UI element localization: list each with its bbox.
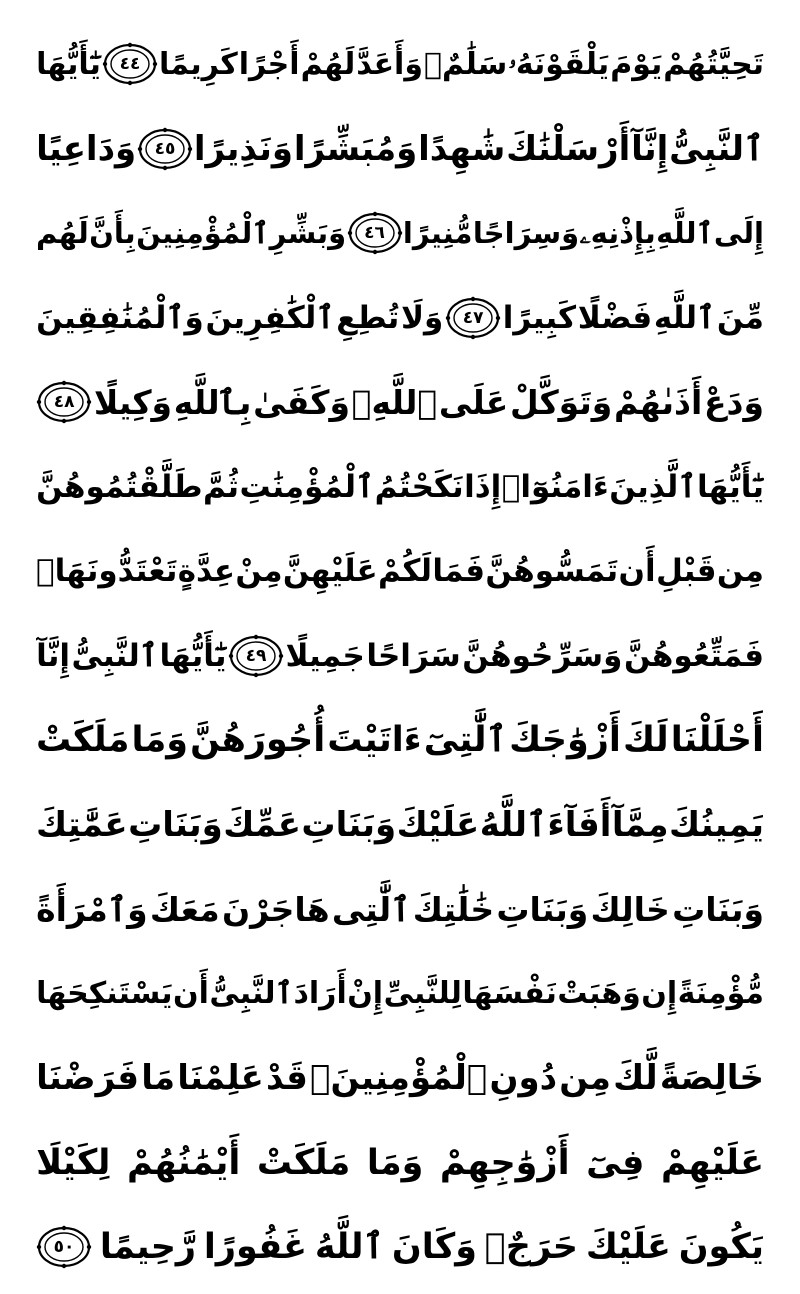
- text-line: [36, 360, 764, 445]
- quran-word: مَلَكَتْ: [36, 720, 130, 761]
- quran-word: إِن: [641, 976, 678, 1012]
- quran-word: وَسَرِّحُوهُنَّ: [462, 637, 623, 674]
- quran-word: يَٰٓأَيُّهَا: [696, 468, 764, 505]
- quran-word: تُطِعِ: [336, 299, 400, 336]
- quran-word: يَمِينُكَ: [669, 804, 764, 845]
- quran-word: وَبَنَاتِ: [301, 804, 397, 845]
- quran-word: ٱلْمُؤْمِنِينَۗ: [310, 1058, 488, 1099]
- quran-word: عَمَّٰتِكَ: [36, 804, 128, 845]
- quran-word: أَجْرًا: [238, 46, 300, 82]
- quran-word: لَهُم: [36, 216, 89, 251]
- quran-word: وَنَذِيرًا: [193, 128, 293, 169]
- quran-word: مُّنِيرًا: [402, 216, 473, 251]
- quran-word: مَعَكَ: [149, 889, 220, 929]
- quran-word: وَأَعَدَّ: [356, 46, 423, 82]
- quran-word: وَمَا: [366, 1142, 424, 1183]
- quran-word: إِذَا: [464, 468, 502, 505]
- quran-word: سَلَٰمٌۚ: [424, 46, 508, 82]
- quran-word: لَكُمْ: [378, 553, 433, 590]
- ayah-number-marker: [347, 211, 403, 255]
- quran-word: وَٱلْمُنَٰفِقِينَ: [36, 299, 204, 336]
- quran-word: تَحِيَّتُهُمْ: [663, 46, 764, 82]
- quran-word: لَّكَ: [613, 1058, 658, 1099]
- quran-word: وَبَنَاتِ: [672, 889, 764, 929]
- quran-word: وَتَوَكَّلْ: [510, 382, 613, 422]
- quran-word: قَدْ: [266, 1058, 308, 1099]
- quran-word: غَفُورًا: [203, 1227, 308, 1268]
- ayah-number-marker: [102, 42, 158, 86]
- quran-word: ٱلَّٰتِى: [331, 889, 411, 929]
- quran-word: وَكَفَىٰ: [253, 382, 350, 422]
- quran-word: أَحْلَلْنَا: [670, 720, 764, 761]
- ayah-number: ٤٩: [245, 645, 267, 666]
- quran-word: ٱلنَّبِىُّ: [71, 637, 158, 674]
- quran-word: وَلَا: [400, 299, 444, 336]
- quran-word: يَلْقَوْنَهُۥ: [508, 46, 610, 82]
- quran-word: وَبَنَاتِ: [496, 889, 589, 929]
- text-line: [36, 698, 764, 783]
- quran-word: أَن: [618, 553, 656, 590]
- quran-word: هَاجَرْنَ: [221, 889, 330, 929]
- quran-word: إِنَّآ: [631, 128, 669, 169]
- quran-word: ثُمَّ: [203, 468, 239, 505]
- quran-word: وَهَبَتْ: [557, 976, 641, 1012]
- quran-word: خَالِكَ: [590, 889, 670, 929]
- quran-word: ٱلْمُؤْمِنِينَ: [136, 216, 270, 251]
- quran-word: ٱللَّهِ: [656, 216, 714, 251]
- quran-word: خَٰلَٰتِكَ: [412, 889, 495, 929]
- quran-word: إِنْ: [347, 976, 384, 1012]
- quran-word: طَلَّقْتُمُوهُنَّ: [36, 468, 203, 505]
- quran-word: سَرَاحًا: [366, 637, 461, 674]
- quran-word: وَمُبَشِّرًا: [293, 128, 418, 169]
- quran-word: يَٰٓأَيُّهَا: [36, 46, 101, 82]
- quran-word: ٱلنَّبِىُّ: [209, 976, 294, 1012]
- quran-word: مِّنَ: [716, 299, 764, 336]
- text-line: [36, 445, 764, 530]
- quran-word: ٱلنَّبِىُّ: [669, 129, 764, 170]
- quran-word: أَفَآءَ: [547, 804, 612, 845]
- quran-word: وَدَاعِيًا: [36, 128, 137, 169]
- quran-word: لَهُمْ: [300, 46, 356, 82]
- quran-word: عَلَى: [438, 382, 509, 422]
- quran-word: إِلَى: [713, 216, 764, 251]
- quran-word: مِنْ: [235, 553, 283, 590]
- quran-word: حَرَجٌۗ: [484, 1227, 579, 1268]
- quran-word: يَسْتَنكِحَهَا: [36, 976, 173, 1012]
- quran-word: أَذَىٰهُمْ: [613, 382, 703, 422]
- quran-word: فِىٓ: [586, 1142, 645, 1183]
- quran-word: أَيْمَٰنُهُمْ: [126, 1142, 241, 1183]
- quran-word: ٱللَّهُ: [479, 805, 547, 846]
- quran-word: كَبِيرًا: [502, 299, 577, 336]
- quran-word: ٱلَّذِينَ: [609, 468, 697, 505]
- quran-word: فَضْلًا: [577, 299, 653, 336]
- quran-word: لَكَ: [622, 720, 669, 761]
- quran-word: أَن: [172, 976, 209, 1012]
- ayah-number-marker: [36, 1225, 92, 1269]
- ayah-number-marker: [445, 296, 501, 340]
- quran-word: فَمَا: [432, 553, 486, 590]
- quran-word: مَلَكَتْ: [256, 1142, 351, 1183]
- quran-word: مِمَّآ: [611, 804, 669, 845]
- quran-word: نَكَحْتُمُ: [374, 468, 464, 505]
- quran-word: مِن: [559, 1058, 611, 1099]
- text-line: [36, 783, 764, 868]
- quran-word: عَلَيْكَ: [396, 804, 480, 845]
- ayah-number: ٤٦: [364, 223, 385, 244]
- ayah-number-marker: [137, 127, 193, 171]
- quran-word: ٱلْكَٰفِرِينَ: [205, 299, 335, 336]
- text-line: [36, 191, 764, 276]
- quran-word: شَٰهِدًا: [418, 128, 506, 169]
- quran-word: بِٱللَّهِ: [173, 382, 252, 422]
- quran-word: لِلنَّبِىِّ: [383, 976, 462, 1012]
- quran-word: عَلَيْكَ: [585, 1227, 671, 1268]
- quran-word: وَٱمْرَأَةً: [36, 889, 148, 929]
- text-line: [36, 22, 764, 107]
- text-line: [36, 952, 764, 1037]
- quran-word: ٱللَّهِۚ: [351, 382, 438, 422]
- quran-word: كَرِيمًا: [158, 46, 238, 82]
- quran-word: أَرَادَ: [293, 976, 347, 1012]
- ayah-number: ٤٥: [154, 138, 176, 159]
- text-line: [36, 1036, 764, 1121]
- quran-word: عَلَيْهِنَّ: [282, 553, 378, 590]
- quran-word: وَبَشِّرِ: [269, 216, 347, 251]
- text-line: [36, 867, 764, 952]
- quran-word: ٱلَّٰتِىٓ: [423, 720, 508, 761]
- text-line: [36, 276, 764, 361]
- quran-word: بِأَنَّ: [89, 216, 136, 251]
- quran-word: أُجُورَهُنَّ: [190, 720, 326, 761]
- quran-word: قَبْلِ: [655, 553, 717, 590]
- quran-word: عِدَّةٍ: [177, 553, 236, 590]
- quran-word: لِكَيْلَا: [36, 1142, 111, 1183]
- quran-word: بِإِذْنِهِۦ: [579, 215, 656, 250]
- quran-word: فَرَضْنَا: [36, 1058, 139, 1099]
- text-line: [36, 1121, 764, 1206]
- quran-word: جَمِيلًا: [285, 637, 365, 674]
- quran-word: يَكُونَ: [678, 1227, 764, 1268]
- ayah-number: ٤٧: [462, 307, 484, 328]
- quran-word: خَالِصَةً: [659, 1058, 764, 1099]
- quran-word: ٱللَّهُ: [314, 1227, 385, 1268]
- text-line: [36, 614, 764, 699]
- ayah-number: ٥٠: [53, 1237, 75, 1258]
- quran-word: مَا: [141, 1058, 176, 1099]
- quran-word: عَلِمْنَا: [177, 1058, 264, 1099]
- quran-word: أَزْوَٰجِهِمْ: [439, 1142, 570, 1183]
- quran-word: ءَاتَيْتَ: [327, 720, 422, 761]
- ayah-number-marker: [228, 634, 284, 678]
- quran-word: وَكَانَ: [391, 1227, 477, 1268]
- quran-word: نَفْسَهَا: [462, 976, 557, 1012]
- quran-word: يَوْمَ: [610, 46, 663, 82]
- quran-word: فَمَتِّعُوهُنَّ: [623, 637, 764, 674]
- quran-word: ءَامَنُوٓا۟: [501, 468, 609, 505]
- quran-word: رَّحِيمًا: [99, 1227, 197, 1268]
- quran-word: وَبَنَاتِ: [128, 804, 223, 845]
- quran-word: إِنَّآ: [36, 637, 70, 674]
- quran-word: مُّؤْمِنَةً: [677, 976, 764, 1012]
- quran-word: يَٰٓأَيُّهَا: [159, 637, 227, 674]
- quran-word: دُونِ: [489, 1058, 558, 1099]
- quran-word: ٱلْمُؤْمِنَٰتِ: [239, 468, 375, 505]
- ayah-number: ٤٤: [119, 54, 141, 75]
- text-line: [36, 529, 764, 614]
- quran-word: وَسِرَاجًا: [472, 216, 580, 251]
- quran-word: وَمَا: [131, 720, 189, 761]
- quran-word: تَمَسُّوهُنَّ: [485, 553, 619, 590]
- quran-word: عَمِّكَ: [223, 804, 301, 845]
- quran-word: وَكِيلًا: [93, 382, 173, 422]
- quran-word: مِن: [716, 553, 764, 590]
- ayah-number-marker: [36, 380, 92, 424]
- quran-word: أَرْسَلْنَٰكَ: [506, 128, 631, 169]
- ayah-number: ٤٨: [53, 392, 75, 413]
- quran-word: أَزْوَٰجَكَ: [509, 720, 621, 761]
- text-line: [36, 1205, 764, 1290]
- quran-word: تَعْتَدُّونَهَاۖ: [36, 553, 178, 590]
- quran-word: عَلَيْهِمْ: [660, 1142, 764, 1183]
- text-line: [36, 107, 764, 192]
- quran-word: ٱللَّهِ: [653, 299, 716, 336]
- quran-word: وَدَعْ: [704, 382, 764, 422]
